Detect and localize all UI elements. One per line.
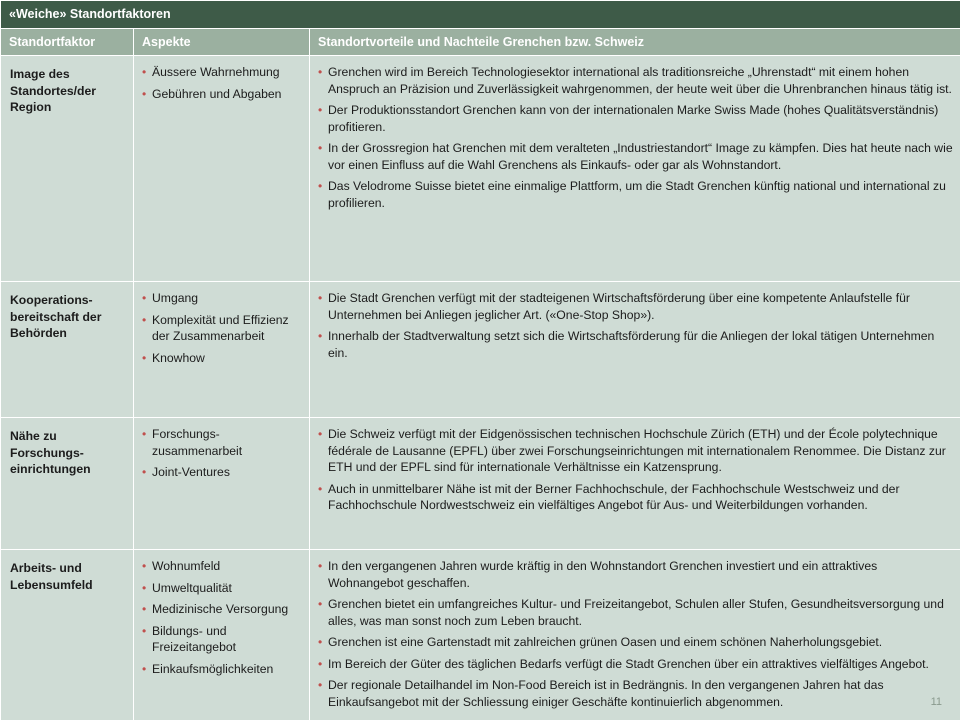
vorteil-item: • Auch in unmittelbarer Nähe ist mit der Berner Fachhochschule, der Fachhochschule Westschweiz und der Fachhochschule Nordwestschweiz ein vielfältiges Angebot für Aus- und Weiterbildungen vorhanden. xyxy=(318,481,954,514)
faktor-cell: Kooperations-bereitschaft der Behörden xyxy=(1,282,134,418)
aspekt-item: • Medizinische Versorgung xyxy=(142,601,303,618)
aspekt-item: • Einkaufsmöglichkeiten xyxy=(142,661,303,678)
vorteil-item: • Der Produktionsstandort Grenchen kann von der internationalen Marke Swiss Made (hohes Qualitätsverständnis) profitieren. xyxy=(318,102,954,135)
vorteile-cell xyxy=(310,56,960,282)
vorteil-item: • Die Stadt Grenchen verfügt mit der stadteigenen Wirtschaftsförderung über eine kompetente Anlaufstelle für Unternehmen bei Anliegen jeglicher Art. («One-Stop Shop»). xyxy=(318,290,954,323)
vorteile-cell xyxy=(310,418,960,550)
vorteil-item: • Die Schweiz verfügt mit der Eidgenössischen technischen Hochschule Zürich (ETH) und der École polytechnique fédérale de Lausanne (EPFL) über zwei Forschungseinrichtungen mit internationalem Renommee. Die Distanz zur ETH und der EPFL sind für internationale Verhältnisse ein Katzensprung. xyxy=(318,426,954,476)
aspekte-cell xyxy=(134,550,310,720)
header-aspekte: Aspekte xyxy=(134,29,310,56)
vorteil-item: • Im Bereich der Güter des täglichen Bedarfs verfügt die Stadt Grenchen über ein attraktives vielfältiges Angebot. xyxy=(318,656,954,673)
vorteil-item: • Grenchen bietet ein umfangreiches Kultur- und Freizeitangebot, Schulen aller Stufen, Gesundheitsversorgung und alles, was man sonst noch zum Leben braucht. xyxy=(318,596,954,629)
vorteil-item: • Das Velodrome Suisse bietet eine einmalige Plattform, um die Stadt Grenchen künftig national und international zu profilieren. xyxy=(318,178,954,211)
table-row xyxy=(1,418,960,550)
faktor-cell: Image des Standortes/der Region xyxy=(1,56,134,282)
vorteil-item: • In den vergangenen Jahren wurde kräftig in den Wohnstandort Grenchen investiert und ein attraktives Wohnangebot geschaffen. xyxy=(318,558,954,591)
vorteil-item: • In der Grossregion hat Grenchen mit dem veralteten „Industriestandort“ Image zu kämpfen. Dies hat heute nach wie vor einen Einfluss auf die Wahl Grenchens als Einkaufs- oder gar als Wohnstandort. xyxy=(318,140,954,173)
table-row xyxy=(1,282,960,418)
table-row xyxy=(1,550,960,720)
aspekt-item: • Äussere Wahrnehmung xyxy=(142,64,303,81)
header-standortvorteile: Standortvorteile und Nachteile Grenchen bzw. Schweiz xyxy=(310,29,960,56)
vorteile-cell xyxy=(310,550,960,720)
aspekte-cell xyxy=(134,282,310,418)
vorteil-item: • Der regionale Detailhandel im Non-Food Bereich ist in Bedrängnis. In den vergangenen Jahren hat das Einkaufsangebot mit der Schliessung einiger Geschäfte kontinuierlich abgenommen. xyxy=(318,677,954,710)
table-title: «Weiche» Standortfaktoren xyxy=(1,1,960,29)
aspekt-item: • Wohnumfeld xyxy=(142,558,303,575)
aspekt-item: • Umweltqualität xyxy=(142,580,303,597)
faktor-cell: Nähe zu Forschungs-einrichtungen xyxy=(1,418,134,550)
vorteile-cell xyxy=(310,282,960,418)
aspekt-item: • Forschungs-zusammenarbeit xyxy=(142,426,303,459)
aspekte-cell xyxy=(134,56,310,282)
aspekt-item: • Umgang xyxy=(142,290,303,307)
aspekt-item: • Gebühren und Abgaben xyxy=(142,86,303,103)
faktor-cell: Arbeits- und Lebensumfeld xyxy=(1,550,134,720)
header-standortfaktor: Standortfaktor xyxy=(1,29,134,56)
aspekt-item: • Joint-Ventures xyxy=(142,464,303,481)
table-row xyxy=(1,56,960,282)
page-number: 11 xyxy=(930,696,942,708)
vorteil-item: • Innerhalb der Stadtverwaltung setzt sich die Wirtschaftsförderung für die Anliegen der lokal tätigen Unternehmen ein. xyxy=(318,328,954,361)
aspekt-item: • Knowhow xyxy=(142,350,303,367)
aspekt-item: • Bildungs- und Freizeitangebot xyxy=(142,623,303,656)
vorteil-item: • Grenchen wird im Bereich Technologiesektor international als traditionsreiche „Uhrenstadt“ mit einem hohen Anspruch an Präzision und Zuverlässigkeit wahrgenommen, der heute weit über die Uhrenbranchen hinaus tätig ist. xyxy=(318,64,954,97)
aspekte-cell xyxy=(134,418,310,550)
aspekt-item: • Komplexität und Effizienz der Zusammenarbeit xyxy=(142,312,303,345)
vorteil-item: • Grenchen ist eine Gartenstadt mit zahlreichen grünen Oasen und einem schönen Naherholungsgebiet. xyxy=(318,634,954,651)
